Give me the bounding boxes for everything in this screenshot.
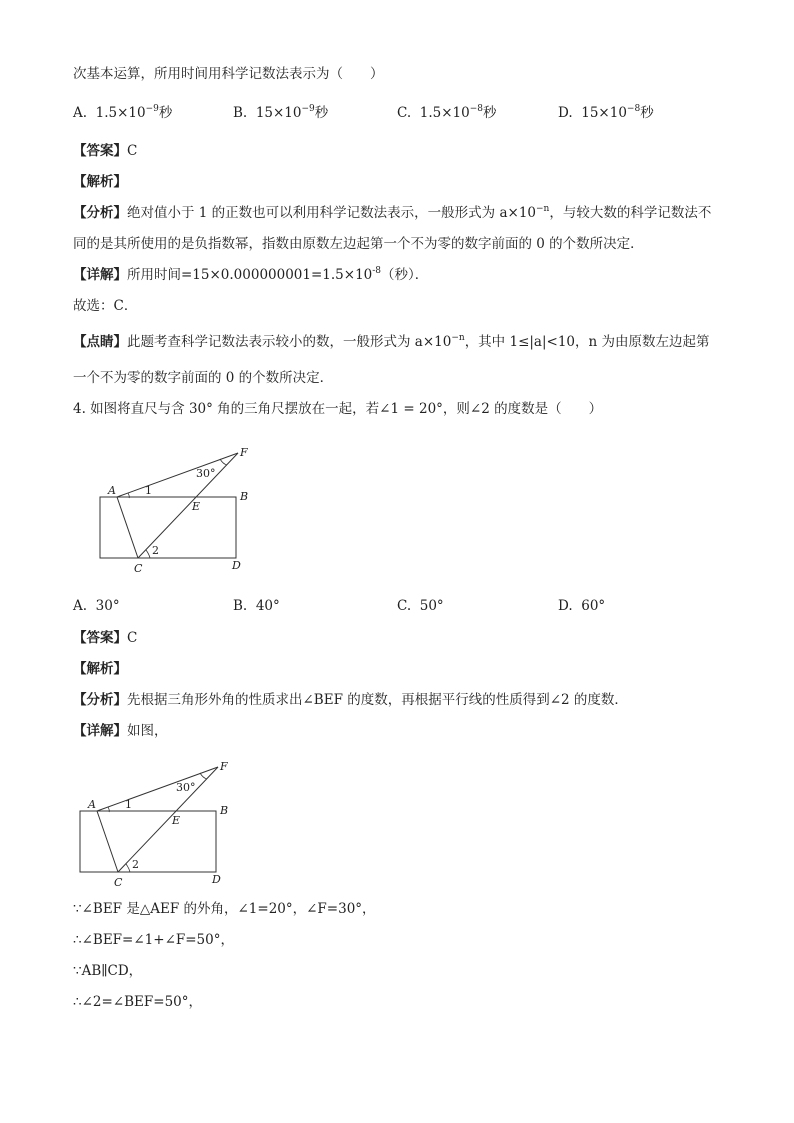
q4-xiangjie: 【详解】如图，: [73, 723, 168, 739]
q3-stem-tail: 次基本运算，所用时间用科学记数法表示为（ ）: [73, 66, 384, 82]
label-angle-30-repeat: 30°: [176, 781, 196, 794]
q4-fenxi: 【分析】先根据三角形外角的性质求出∠BEF 的度数，再根据平行线的性质得到∠2 的度数．: [73, 692, 628, 708]
q4-step-1: ∵∠BEF 是△AEF 的外角，∠1=20°，∠F=30°，: [73, 901, 376, 917]
q3-answer: 【答案】C: [73, 143, 138, 159]
q4-option-b: B. 40°: [233, 598, 280, 614]
label-angle-1: 1: [145, 484, 152, 497]
label-c-repeat: C: [114, 876, 123, 889]
q4-option-d: D. 60°: [558, 598, 606, 614]
q4-answer: 【答案】C: [73, 630, 138, 646]
q4-figure: [92, 442, 272, 581]
q4-figure-repeat: [72, 756, 252, 895]
q3-fenxi-line2: 同的是其所使用的是负指数幂，指数由原数左边起第一个不为零的数字前面的 0 的个数所决定．: [73, 236, 644, 252]
q3-option-b: B. $15\times 10^{-9}$秒: [233, 104, 329, 121]
q3-dianjing-line1: 【点睛】此题考查科学记数法表示较小的数，一般形式为 $a\times 10^{-n}$，其中 1≤|a|<10，n 为由原数左边起第: [73, 333, 710, 350]
label-f: F: [240, 446, 248, 459]
q3-choose: 故选：C．: [73, 298, 138, 314]
label-c: C: [134, 562, 143, 575]
label-a-repeat: A: [88, 798, 96, 811]
q3-option-a: A. $1.5\times 10^{-9}$秒: [73, 104, 173, 121]
label-f-repeat: F: [220, 760, 228, 773]
label-angle-2: 2: [152, 544, 159, 557]
q4-stem: 4. 如图将直尺与含 30° 角的三角尺摆放在一起，若∠1 = 20°，则∠2 的度数是（ ）: [73, 401, 603, 417]
q3-analysis-heading: 【解析】: [73, 174, 127, 190]
q4-analysis-heading: 【解析】: [73, 661, 127, 677]
label-b: B: [240, 490, 249, 503]
q4-step-2: ∴∠BEF=∠1+∠F=50°，: [73, 932, 234, 948]
label-b-repeat: B: [220, 804, 229, 817]
label-e: E: [192, 500, 201, 513]
q4-option-a: A. 30°: [73, 598, 120, 614]
label-angle-2-repeat: 2: [132, 858, 139, 871]
ruler-triangle-diagram: [92, 442, 272, 577]
label-angle-1-repeat: 1: [125, 798, 132, 811]
q4-option-c: C. 50°: [397, 598, 444, 614]
ruler-triangle-diagram-repeat: [72, 756, 252, 891]
q3-option-d: D. $15\times 10^{-8}$秒: [558, 104, 654, 121]
label-e-repeat: E: [172, 814, 181, 827]
q4-step-3: ∵AB∥CD，: [73, 963, 143, 979]
label-d: D: [232, 559, 241, 572]
q4-step-4: ∴∠2=∠BEF=50°，: [73, 994, 202, 1010]
q3-fenxi-line1: 【分析】绝对值小于 1 的正数也可以利用科学记数法表示，一般形式为 $a\times 10^{-n}$，与较大数的科学记数法不: [73, 204, 712, 221]
label-angle-30: 30°: [196, 467, 216, 480]
q3-xiangjie: 【详解】所用时间$=15\times 0.000000001=1.5\times 10^{-8}$（秒）．: [73, 266, 429, 283]
label-a: A: [108, 484, 116, 497]
q3-dianjing-line2: 一个不为零的数字前面的 0 的个数所决定．: [73, 370, 334, 386]
label-d-repeat: D: [212, 873, 221, 886]
q3-option-c: C. $1.5\times 10^{-8}$秒: [397, 104, 497, 121]
